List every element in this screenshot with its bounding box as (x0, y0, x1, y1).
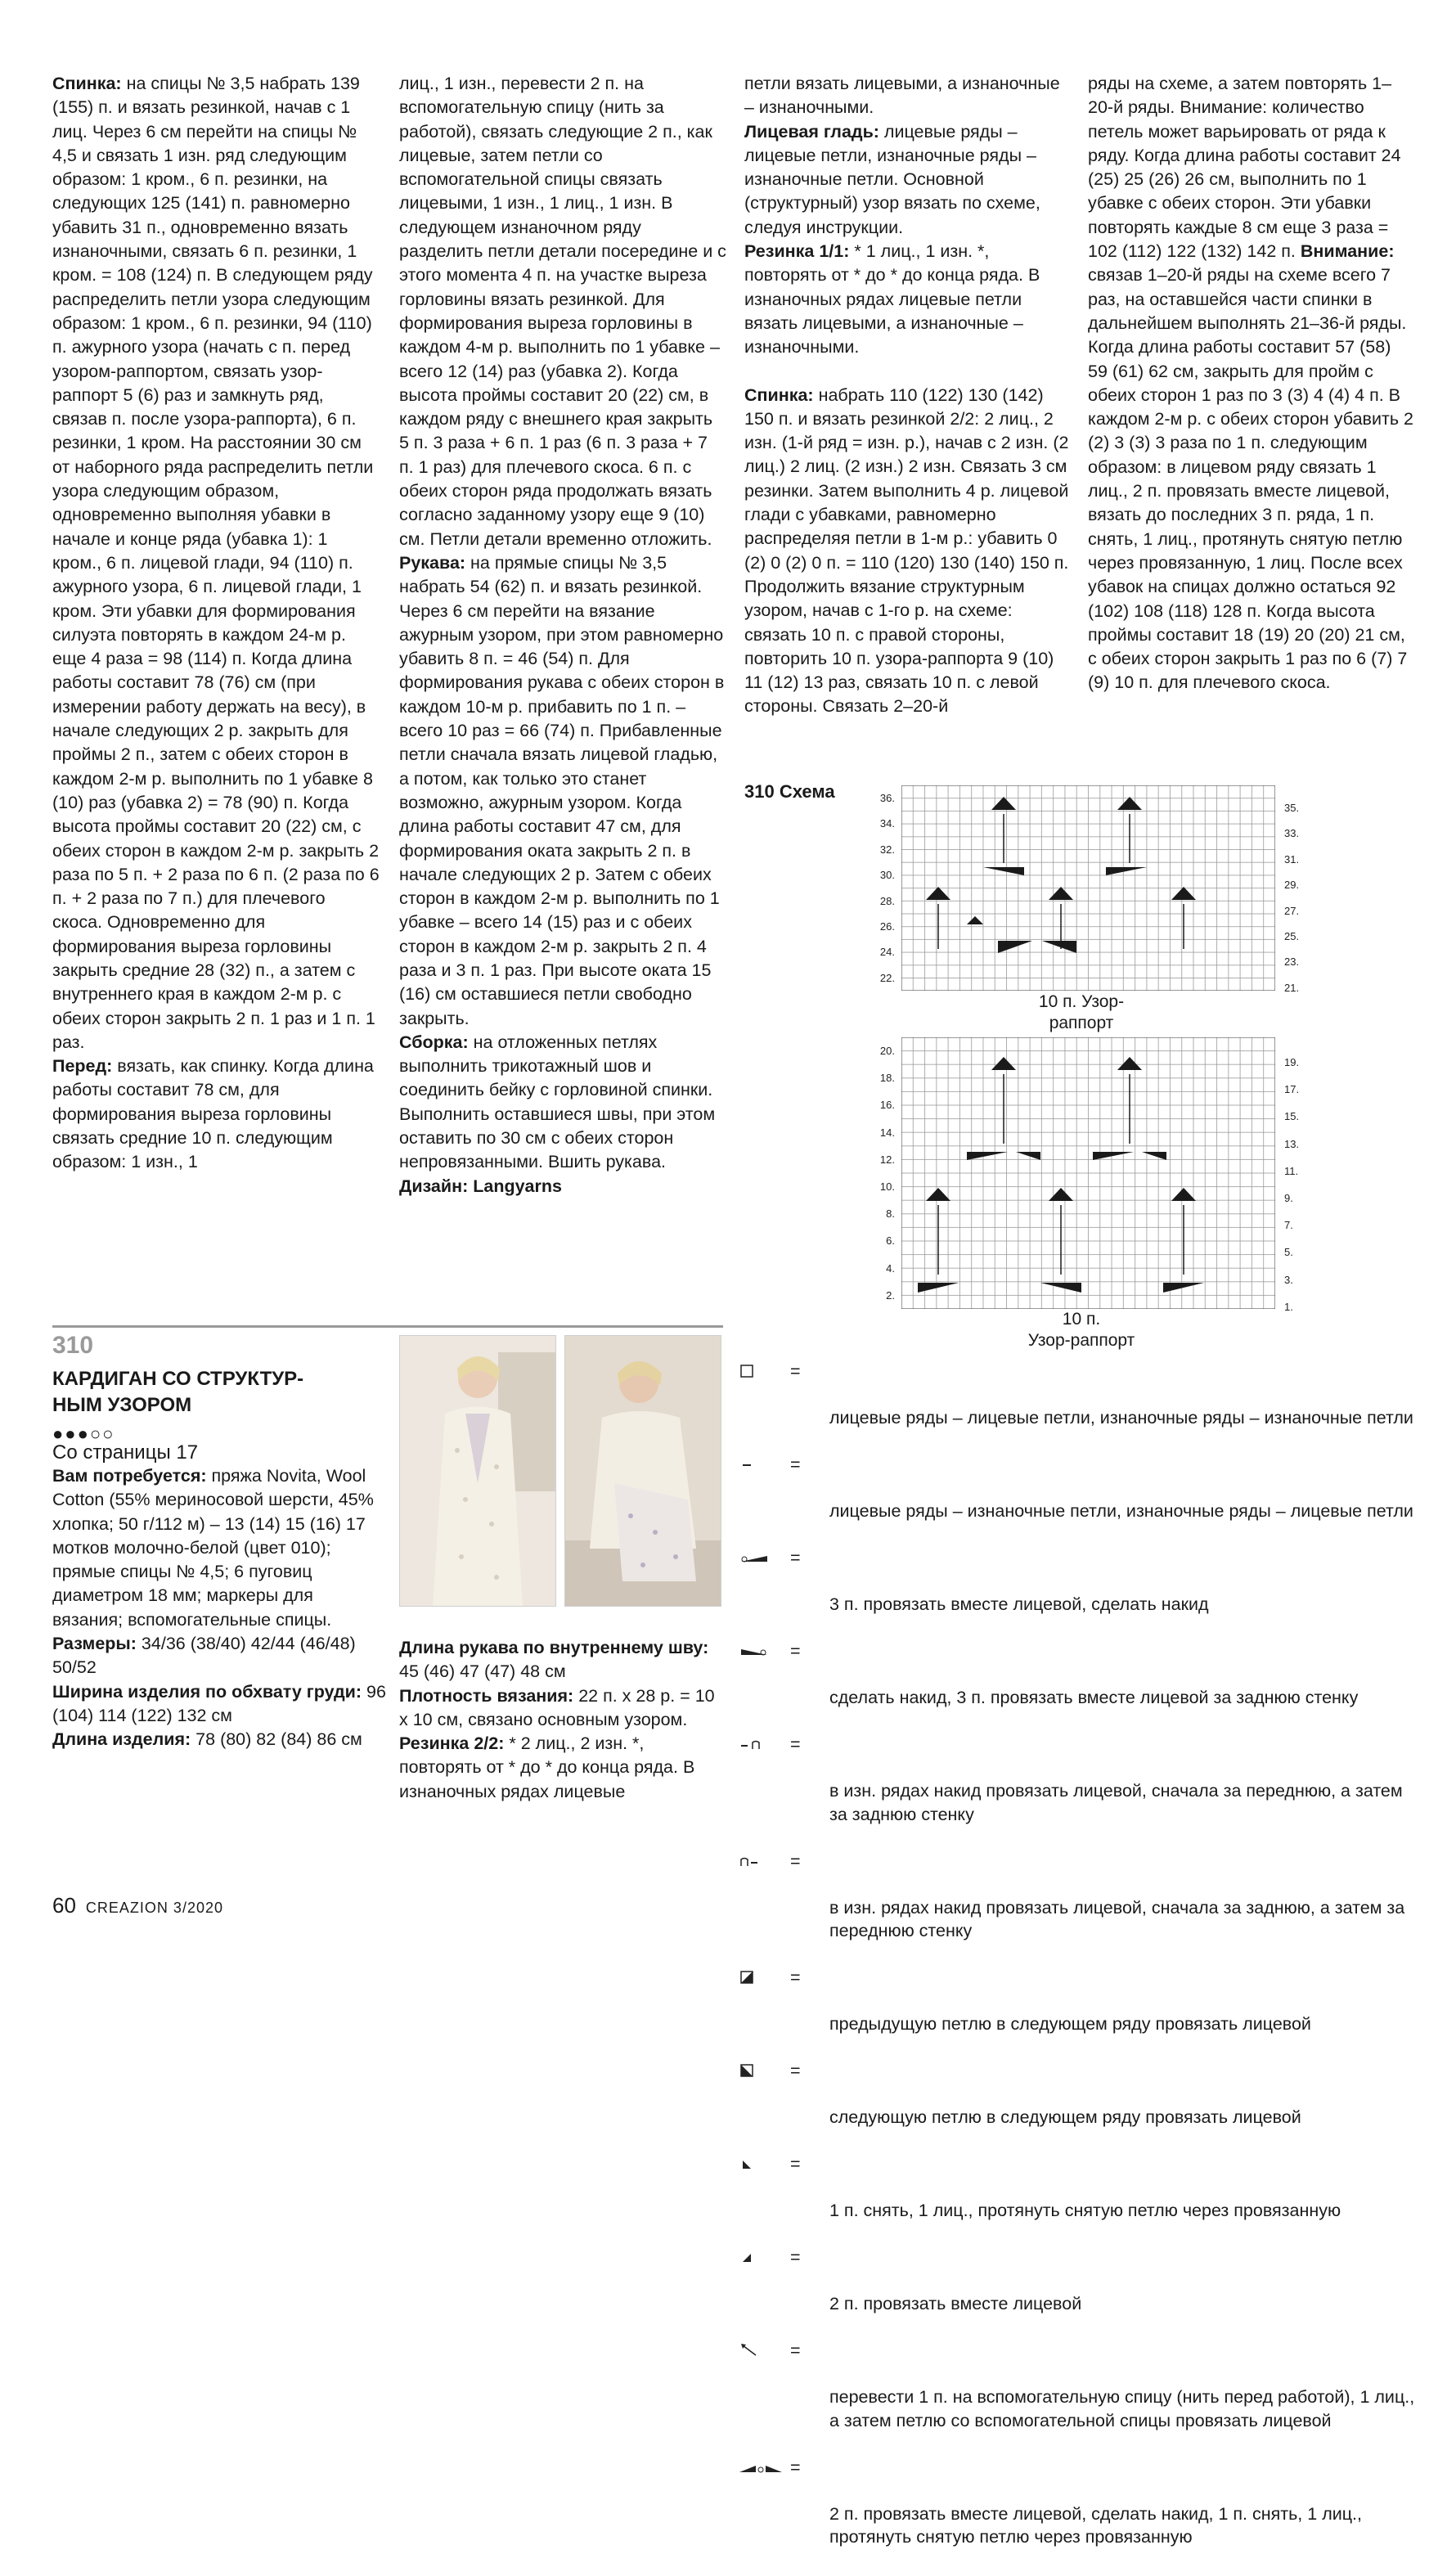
materials-paragraph: Вам потребуется: пряжа Novita, Wool Cotton (55% мериносовой шерсти, 45% хлопка; 50 г/112 м) – 13 (14) 15 (16) 17 мотков молочно-белой (цвет 010); прямые спицы № 4,5; 6 пуговиц диаметром 18 мм; маркеры для вязания; вспомогательные спицы. (52, 1464, 388, 1632)
chart-grid-top (901, 785, 1275, 991)
yo-back-front-icon (738, 1853, 784, 1869)
rib-cont-paragraph: петли вязать лицевыми, а изнаночные – изнаночными. (744, 72, 1072, 120)
rapport-top-label: 10 п. Узор- раппорт (1008, 991, 1155, 1034)
legend-row: = предыдущую петлю в следующем ряду провязать лицевой (738, 1966, 1425, 2059)
stockinette-heading: Лицевая гладь: (744, 122, 879, 142)
page-number: 60 (52, 1893, 76, 1918)
chart-label: 310 Схема (744, 781, 835, 803)
from-page: Со страницы 17 (52, 1441, 198, 1464)
prev-stitch-icon (738, 1969, 784, 1985)
sleeves-heading: Рукава: (399, 553, 465, 573)
cable-icon (738, 2342, 784, 2358)
difficulty-rating: ●●●○○ (52, 1423, 115, 1445)
legend-row: = перевести 1 п. на вспомогательную спицу (нить перед работой), 1 лиц., а затем петлю со вспомогательной спицы провязать лицевой (738, 2339, 1425, 2456)
attention-heading: Внимание: (1301, 241, 1395, 261)
legend-row: = следующую петлю в следующем ряду провязать лицевой (738, 2059, 1425, 2152)
square-icon (738, 1363, 784, 1379)
back-heading: Спинка: (52, 74, 122, 93)
sleeves-paragraph (399, 551, 726, 1031)
assembly-text: на отложенных петлях выполнить трикотажный шов и соединить бейку с горловиной спинки. Выполнить оставшиеся швы, при этом оставить по 30 см с обеих сторон непровязанными. Вшить рукава. (399, 1032, 715, 1171)
chart-bottom-left-rows: 20. 18. 16. 14. 12. 10. 8. 6. 4. 2. (869, 1037, 895, 1309)
rib22-paragraph: Резинка 2/2: * 2 лиц., 2 изн. *, повторять от * до * до конца ряда. В изнаночных рядах лицевые (399, 1732, 726, 1804)
design-credit: Дизайн: Langyarns (399, 1175, 726, 1198)
rib11-paragraph: Резинка 1/1: * 1 лиц., 1 изн. *, повторять от * до * до конца ряда. В изнаночных рядах лицевые петли вязать лицевыми, а изнаночные – изнаночными. (744, 240, 1072, 359)
width-paragraph: Ширина изделия по обхвату груди: 96 (104) 114 (122) 132 см (52, 1680, 388, 1729)
length-paragraph: Длина изделия: 78 (80) 82 (84) 86 см (52, 1728, 388, 1751)
column-1 (52, 72, 380, 1175)
column-6 (399, 1636, 726, 1804)
spacer (744, 360, 1072, 384)
knit3tog-yo-icon (738, 1549, 784, 1566)
chart-bottom-right-rows: 19. 17. 15. 13. 11. 9. 7. 5. 3. 1. (1284, 1049, 1299, 1320)
column-4 (1088, 72, 1415, 695)
legend-row: = лицевые ряды – изнаночные петли, изнаночные ряды – лицевые петли (738, 1453, 1425, 1546)
front-text: вязать, как спинку. Когда длина работы составит 78 см, для формирования выреза горловины связать средние 10 п. следующим образом: 1 изн., 1 (52, 1056, 374, 1171)
rapport-bottom-label: 10 п. Узор-раппорт (991, 1309, 1171, 1351)
legend-row: = 3 п. провязать вместе лицевой, сделать накид (738, 1546, 1425, 1639)
sizes-paragraph: Размеры: 34/36 (38/40) 42/44 (46/48) 50/52 (52, 1632, 388, 1680)
section-divider (52, 1325, 723, 1328)
back2-cont-paragraph: ряды на схеме, а затем повторять 1–20-й ряды. Внимание: количество петель может варьировать от ряда к ряду. Когда длина работы составит 24 (25) 25 (26) 26 см, выполнить по 1 убавке с обеих сторон. Эти убавки повторять каждые 8 см еще 3 раза = 102 (112) 122 (132) 142 п. Внимание: связав 1–20-й ряды на схеме всего 7 раз, на оставшейся части спинки в дальнейшем выполнять 21–36-й ряды. Когда длина работы составит 57 (58) 59 (61) 62 см, закрыть для пройм с обеих сторон 1 раз по 3 (3) 4 (4) 4 п. В каждом 2-м р. с обеих сторон убавить 2 (2) 3 (3) 3 раза по 1 п. следующим образом: в лицевом ряду связать 1 лиц., 2 п. провязать вместе лицевой, вязать до последних 3 п. ряда, 1 п. снять, 1 лиц., протянуть снятую петлю через провязанную, 1 лиц. После всех убавок на спицах должно остаться 92 (102) 108 (118) 128 п. Когда высота проймы составит 18 (19) 20 (20) 21 см, с обеих сторон закрыть 1 раз по 6 (7) 7 (9) 10 п. для плечевого скоса. (1088, 72, 1415, 695)
article-title: КАРДИГАН СО СТРУКТУР- НЫМ УЗОРОМ (52, 1366, 380, 1419)
front-heading: Перед: (52, 1056, 112, 1076)
back2-paragraph: Спинка: набрать 110 (122) 130 (142) 150 п. и вязать резинкой 2/2: 2 лиц., 2 изн. (1-й ряд = изн. р.), начав с 2 изн. (2 лиц.) 2 лиц. (2 изн.) 2 изн. Связать 3 см резинки. Затем выполнить 4 р. лицевой глади с убавками, равномерно распределяя петли в 1-м р.: убавить 0 (2) 0 (2) 0 п. = 110 (120) 130 (140) 150 п. Продолжить вязание структурным узором, начав с 1-го р. на схеме: связать 10 п. с правой стороны, повторить 10 п. узора-раппорта 9 (10) 11 (12) 13 раз, связать 10 п. с левой стороны. Связать 2–20-й (744, 384, 1072, 719)
ssk-icon (738, 2156, 784, 2172)
k2tog-yo-ssk-icon (738, 2459, 784, 2475)
sleeve-length-paragraph: Длина рукава по внутреннему шву: 45 (46) 47 (47) 48 см (399, 1636, 726, 1684)
model-photo-standing (399, 1335, 556, 1607)
legend-row: = 1 п. снять, 1 лиц., протянуть снятую петлю через провязанную (738, 2152, 1425, 2246)
column-2 (399, 72, 726, 1198)
legend-row: = в изн. рядах накид провязать лицевой, сначала за заднюю, а затем за переднюю стенку (738, 1850, 1425, 1967)
magazine-issue: CREAZION 3/2020 (86, 1900, 223, 1916)
chart-grid-bottom (901, 1037, 1275, 1309)
column-3 (744, 72, 1072, 719)
page-footer (52, 1893, 223, 1918)
legend-row: = в изн. рядах накид провязать лицевой, сначала за переднюю, а затем за заднюю стенку (738, 1733, 1425, 1850)
front-paragraph (52, 1054, 380, 1174)
legend-row: = 2 п. провязать вместе лицевой (738, 2246, 1425, 2339)
chart-top-left-rows: 36. 34. 32. 30. 28. 26. 24. 22. (869, 785, 895, 991)
legend-row: = 2 п. провязать вместе лицевой, сделать накид, 1 п. снять, 1 лиц., протянуть снятую петлю через провязанную (738, 2456, 1425, 2572)
yo-knit3tog-tbl-icon (738, 1643, 784, 1659)
stockinette-paragraph: Лицевая гладь: лицевые ряды – лицевые петли, изнаночные ряды – изнаночные петли. Основной (структурный) узор вязать по схеме, следуя инструкции. (744, 120, 1072, 240)
article-number: 310 (52, 1332, 93, 1360)
back-paragraph (52, 72, 380, 1054)
next-stitch-icon (738, 2062, 784, 2079)
k2tog-icon (738, 2249, 784, 2265)
model-photo-sitting (564, 1335, 721, 1607)
gauge-paragraph: Плотность вязания: 22 п. х 28 р. = 10 х 10 см, связано основным узором. (399, 1684, 726, 1733)
assembly-heading: Сборка: (399, 1032, 469, 1052)
back-text: на спицы № 3,5 набрать 139 (155) п. и вязать резинкой, начав с 1 лиц. Через 6 см перейти на спицы № 4,5 и связать 1 изн. ряд следующим образом: 1 кром., 6 п. резинки, на следующих 125 (141) п. равномерно убавить 31 п., одновременно вязать изнаночными, связать 6 п. резинки, 1 кром. = 108 (124) п. В следующем ряду распределить петли узора следующим образом: 1 кром., 6 п. резинки, 94 (110) п. ажурного узора (начать с п. перед узором-раппортом, связать узор-раппорт 5 (6) раз и замкнуть ряд, связав п. после узора-раппорта), 6 п. резинки, 1 кром. На расстоянии 30 см от наборного ряда распределить петли узора следующим образом, одновременно выполняя убавки в начале и конце ряда (убавка 1): 1 кром., 6 п. лицевой глади, 94 (110) п. ажурного узора, 6 п. лицевой глади, 1 кром. Эти убавки для формирования силуэта повторять в каждом 24-м р. еще 4 раза = 98 (114) п. Когда длина работы составит 78 (76) см (при измерении работу держать на весу), в начале следующих 2 р. закрыть для проймы 2 п., затем с обеих сторон в каждом 2-м р. выполнить по 1 убавке 8 (10) раз (убавка 2) = 78 (90) п. Когда высота проймы составит 20 (22) см, с обеих сторон в каждом 2-м р. закрыть 2 раза по 5 п. + 2 раза по 6 п. (2 раза по 6 п. + 2 раза по 7 п.) для плечевого скоса. Одновременно для формирования выреза горловины закрыть средние 28 (32) п., а затем с внутреннего края в каждом 2-м р. с обеих сторон закрыть 2 п. 1 раз и 1 п. 1 раз. (52, 74, 380, 1052)
chart-top-right-rows: 35. 33. 31. 29. 27. 25. 23. 21. (1284, 795, 1299, 1000)
dash-icon (738, 1456, 784, 1473)
chart-legend (738, 1360, 1425, 2572)
back2-heading: Спинка: (744, 385, 814, 405)
legend-row: = лицевые ряды – лицевые петли, изнаночные ряды – изнаночные петли (738, 1360, 1425, 1453)
assembly-paragraph (399, 1031, 726, 1175)
legend-row: = сделать накид, 3 п. провязать вместе лицевой за заднюю стенку (738, 1639, 1425, 1733)
materials-column (52, 1464, 388, 1752)
yo-front-back-icon (738, 1736, 784, 1752)
sleeves-text: на прямые спицы № 3,5 набрать 54 (62) п. и вязать резинкой. Через 6 см перейти на вязание ажурным узором, при этом равномерно убавить 8 п. = 46 (54) п. Для формирования рукава с обеих сторон в каждом 10-м р. прибавить по 1 п. – всего 10 раз = 66 (74) п. Прибавленные петли сначала вязать лицевой гладью, а потом, как только это станет возможно, ажурным узором. Когда длина работы составит 47 см, для формирования оката закрыть 2 п. в начале следующих 2 р. Затем с обеих сторон в каждом 2-м р. выполнить по 1 убавке – всего 14 (15) раз и с обеих сторон в каждом 2-м р. закрыть 2 п. 4 раза и 3 п. 1 раз. При высоте оката 15 (16) см оставшиеся петли свободно закрыть. (399, 553, 724, 1028)
rib11-heading: Резинка 1/1: (744, 241, 849, 261)
front-cont-paragraph: лиц., 1 изн., перевести 2 п. на вспомогательную спицу (нить за работой), связать следующие 2 п., как лицевые, затем петли со вспомогательной спицы связать лицевыми, 1 изн., 1 лиц., 1 изн. В следующем изнаночном ряду разделить петли детали посередине и с этого момента 4 п. на участке выреза горловины вязать резинкой. Для формирования выреза горловины в каждом 4-м р. выполнить по 1 убавке – всего 12 (14) раз (убавка 2). Когда высота проймы составит 20 (22) см, в каждом ряду с внешнего края закрыть 5 п. 3 раза + 6 п. 1 раз (6 п. 3 раза + 7 п. 1 раз) для плечевого скоса. 6 п. с обеих сторон ряда продолжать вязать согласно заданному узору еще 9 (10) см. Петли детали временно отложить. (399, 72, 726, 551)
